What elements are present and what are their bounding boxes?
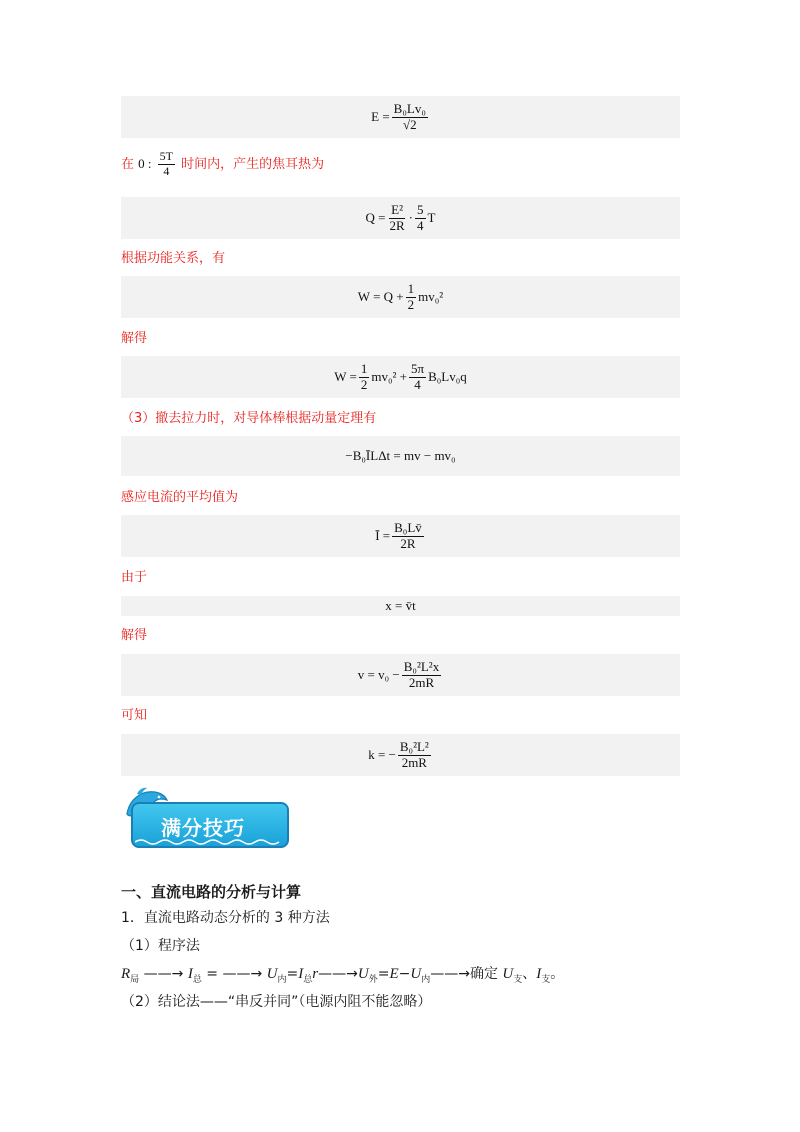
subscript: 总: [192, 974, 202, 985]
equation-k: [121, 734, 680, 776]
equation-displacement: [121, 596, 680, 616]
equation-velocity: [121, 654, 680, 696]
frac-num: B₀²L²x: [403, 658, 440, 674]
eq-lhs: Q =: [365, 210, 386, 225]
frac-den: √2: [402, 116, 417, 132]
subscript: 支: [541, 974, 551, 985]
equation-joule-heat: Q = $\frac{\text{E²}}{2R}$ · $\frac{5}{4}$ T: [121, 197, 680, 239]
symbol-r: r: [312, 966, 319, 982]
frac-den: 2: [407, 296, 415, 312]
eq-lhs: W =: [334, 369, 357, 384]
frac-den: 2R: [389, 217, 405, 233]
frac-num: 1: [360, 360, 368, 376]
arrow: ——→: [143, 966, 184, 982]
fraction: [392, 521, 424, 552]
frac-num: 5: [417, 201, 424, 217]
subscript: 内: [421, 974, 431, 985]
fraction: [402, 660, 441, 691]
eq-lhs: W = Q +: [357, 289, 404, 304]
eq-lhs: k = −: [368, 747, 396, 762]
separator: 、: [522, 966, 537, 982]
wave-decoration: [135, 838, 285, 846]
full-marks-tips-badge: [121, 784, 291, 854]
subscript: 内: [277, 974, 287, 985]
note-energy-relation: 根据功能关系，有: [121, 251, 226, 266]
frac-num: B₀Lv̄: [394, 519, 422, 535]
subscript: 总: [303, 974, 313, 985]
equation-work-result: [121, 356, 680, 398]
symbol-i: I: [298, 966, 304, 982]
fraction: [415, 203, 426, 234]
eq-text: −B₀ĪLΔt = mv − mv₀: [345, 448, 456, 463]
frac-den: 4: [163, 163, 170, 178]
symbol-u: U: [266, 966, 278, 982]
note-average-current: 感应电流的平均值为: [121, 490, 239, 505]
equation-momentum: [121, 436, 680, 476]
fraction: [158, 150, 175, 179]
subscript: 外: [368, 974, 378, 985]
minus: −: [398, 966, 411, 982]
symbol-r: R: [121, 966, 131, 982]
note-solve-2: 解得: [121, 628, 148, 643]
frac-den: 2R: [400, 535, 416, 551]
symbol-u: U: [410, 966, 422, 982]
section-heading: 一、直流电路的分析与计算: [121, 883, 302, 901]
eq-lhs: E =: [371, 109, 390, 124]
subscript: 局: [130, 974, 140, 985]
eq-tail: T: [427, 210, 436, 225]
symbol-i: I: [536, 966, 542, 982]
frac-den: 4: [414, 376, 421, 392]
frac-den: 4: [417, 217, 424, 233]
method-title: 1．直流电路动态分析的 3 种方法: [121, 910, 330, 926]
frac-num: 5T: [159, 149, 174, 163]
frac-den: 2mR: [408, 674, 435, 690]
frac-num: B₀²L²: [399, 738, 429, 754]
eq-tail: B₀Lv₀q: [428, 369, 467, 384]
eq-tail: mv₀²: [418, 289, 444, 304]
arrow: ——→: [318, 966, 358, 982]
program-flow: [121, 963, 564, 991]
note-momentum-theorem: （3）撤去拉力时，对导体棒根据动量定理有: [121, 411, 377, 426]
arrow: ——→确定: [430, 966, 498, 982]
subscript: 支: [513, 974, 523, 985]
symbol-u: U: [357, 966, 369, 982]
frac-num: 5π: [410, 360, 425, 376]
frac-den: 2mR: [401, 754, 427, 770]
note-text: 时间内，产生的焦耳热为: [181, 156, 325, 172]
eq-lhs: Ī =: [375, 528, 391, 543]
note-time-interval: [121, 150, 324, 179]
symbol-i: I: [187, 966, 193, 982]
note-therefore: 可知: [121, 708, 148, 723]
equation-average-current: [121, 515, 680, 557]
equals: =: [286, 966, 299, 982]
frac-num: 1: [407, 280, 415, 296]
note-math: 0 :: [138, 155, 152, 171]
equation-emf: [121, 96, 680, 138]
symbol-u: U: [502, 966, 514, 982]
frac-num: E²: [391, 201, 403, 217]
note-since: 由于: [121, 570, 148, 585]
method-program: （1）程序法: [121, 938, 200, 954]
note-solve-1: 解得: [121, 331, 148, 346]
frac-num: B₀Lv₀: [393, 100, 426, 116]
symbol-e: E: [389, 966, 399, 982]
fraction: [409, 362, 426, 393]
fraction: [359, 362, 370, 393]
eq-text: x = v̄t: [385, 598, 416, 613]
arrow: = ——→: [206, 966, 263, 982]
period: 。: [550, 966, 565, 982]
eq-mid: mv₀² +: [371, 369, 407, 384]
fraction: [392, 102, 428, 133]
frac-den: 2: [360, 376, 368, 392]
eq-lhs: v = v₀ −: [357, 667, 400, 682]
fraction: [398, 740, 431, 771]
fraction: [406, 282, 417, 313]
method-conclusion: （2）结论法——“串反并同”（电源内阻不能忽略）: [121, 994, 432, 1010]
note-text: 在: [121, 156, 135, 172]
fraction: [388, 203, 407, 234]
equation-work: [121, 276, 680, 318]
equals: =: [377, 966, 390, 982]
badge-label: 满分技巧: [161, 816, 245, 840]
